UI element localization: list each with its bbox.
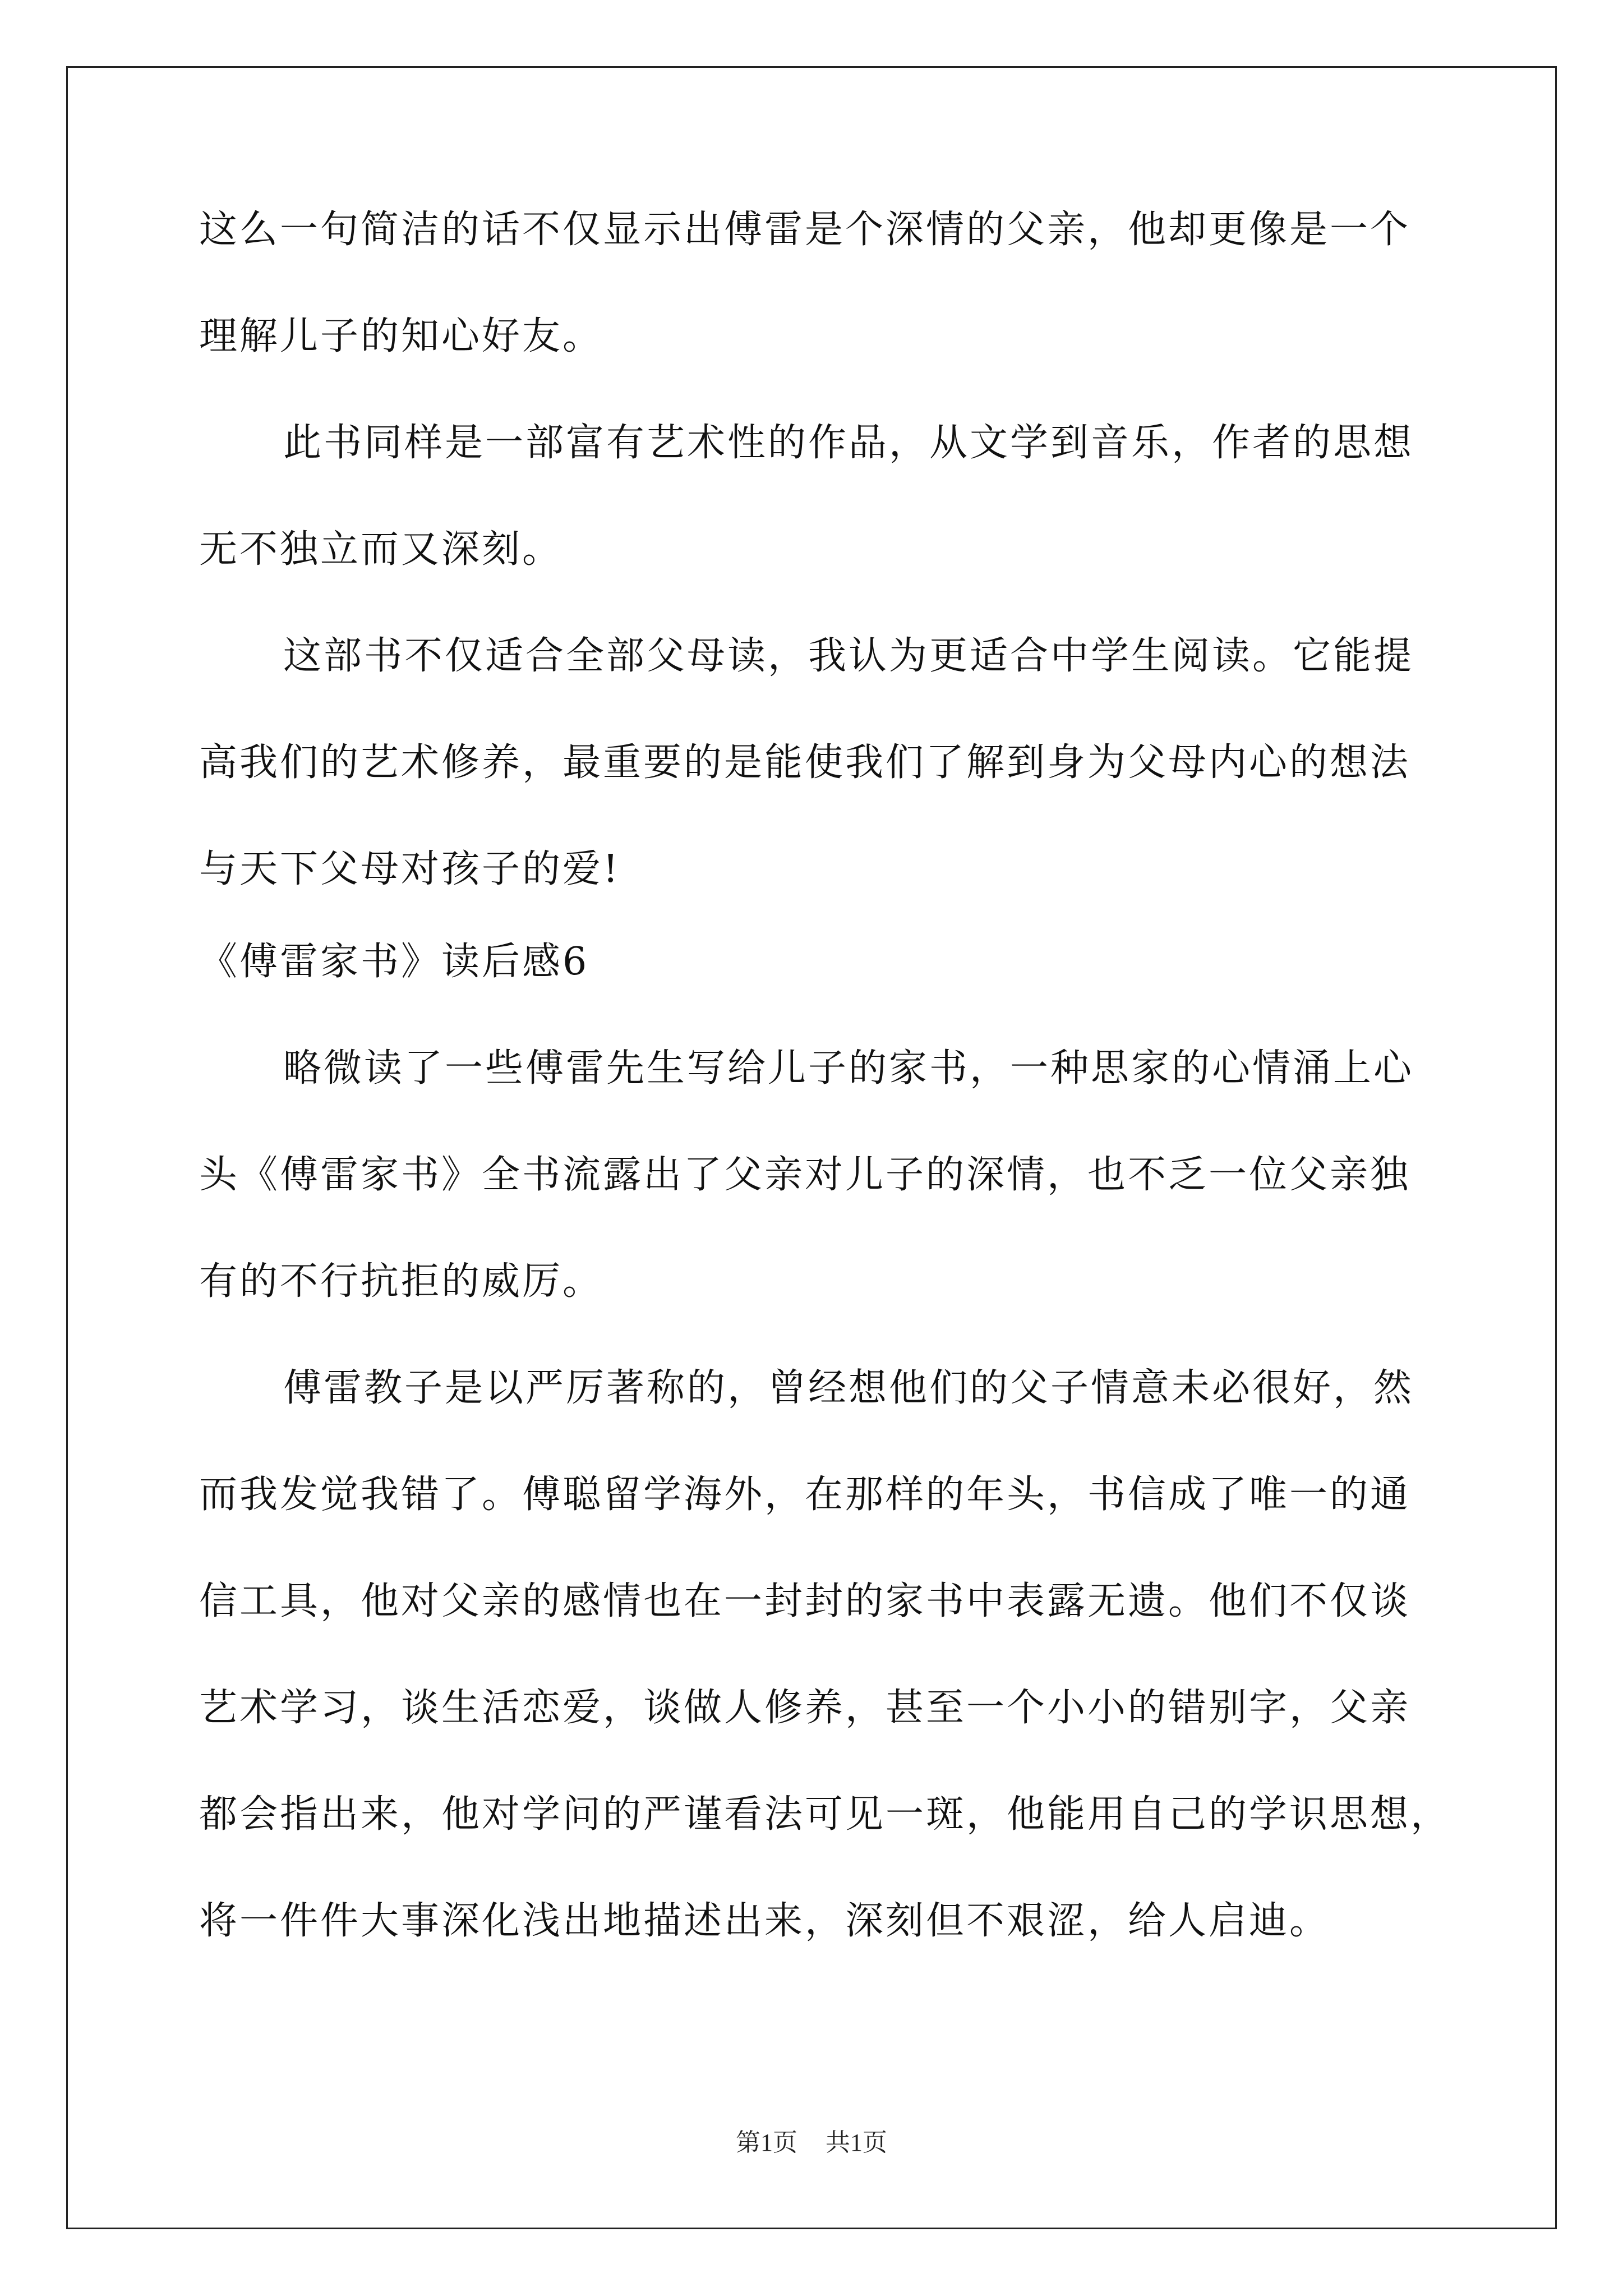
- page-number: 第1页: [736, 2129, 797, 2156]
- text-line: 理解儿子的知心好友。: [199, 314, 603, 358]
- paragraph-start: 这部书不仅适合全部父母读，我认为更适合中学生阅读。它能提: [283, 634, 1414, 678]
- page-total: 共1页: [826, 2129, 887, 2156]
- paragraph-start: 此书同样是一部富有艺术性的作品，从文学到音乐，作者的思想: [283, 421, 1414, 465]
- text-line: 艺术学习，谈生活恋爱，谈做人修养，甚至一个小小的错别字，父亲: [199, 1686, 1411, 1730]
- text-line: 头《傅雷家书》全书流露出了父亲对儿子的深情，也不乏一位父亲独: [199, 1153, 1411, 1197]
- text-line: 将一件件大事深化浅出地描述出来，深刻但不艰涩，给人启迪。: [199, 1899, 1330, 1943]
- section-heading: 《傅雷家书》读后感6: [199, 940, 589, 984]
- text-line: 无不独立而又深刻。: [199, 527, 563, 572]
- text-line: 与天下父母对孩子的爱!: [199, 847, 621, 891]
- page-footer: [0, 2126, 1623, 2160]
- text-line: 有的不行抗拒的威厉。: [199, 1259, 603, 1304]
- text-line: 信工具，他对父亲的感情也在一封封的家书中表露无遗。他们不仅谈: [199, 1579, 1411, 1623]
- paragraph-start: 略微读了一些傅雷先生写给儿子的家书，一种思家的心情涌上心: [283, 1046, 1414, 1091]
- paragraph-start: 傅雷教子是以严厉著称的，曾经想他们的父子情意未必很好，然: [283, 1366, 1414, 1410]
- text-line: 都会指出来，他对学问的严谨看法可见一斑，他能用自己的学识思想，: [199, 1792, 1451, 1837]
- text-line: 而我发觉我错了。傅聪留学海外，在那样的年头，书信成了唯一的通: [199, 1473, 1411, 1517]
- text-line: 高我们的艺术修养，最重要的是能使我们了解到身为父母内心的想法: [199, 740, 1411, 785]
- text-line: 这么一句简洁的话不仅显示出傅雷是个深情的父亲，他却更像是一个: [199, 208, 1411, 252]
